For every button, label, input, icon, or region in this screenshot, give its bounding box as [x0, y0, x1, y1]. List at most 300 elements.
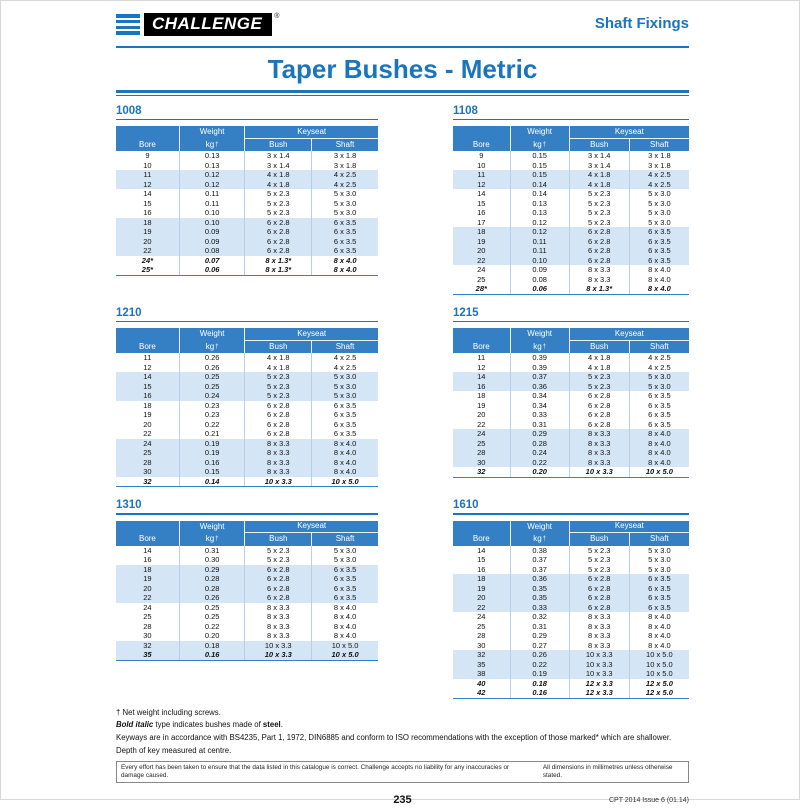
- shaft-cell: 10 x 5.0: [629, 669, 689, 679]
- bore-cell: 20: [143, 419, 152, 429]
- bush-cell: 6 x 2.8: [569, 227, 629, 237]
- table-row: [116, 227, 378, 237]
- table-label-rule: [116, 321, 378, 323]
- weight-cell: 0.09: [510, 265, 569, 275]
- table-header: [453, 521, 689, 546]
- bush-cell: 5 x 2.3: [569, 565, 629, 575]
- bush-cell: 8 x 3.3: [244, 448, 311, 458]
- table-row: [453, 199, 689, 209]
- header-weight: Weight: [510, 126, 569, 139]
- shaft-cell: 12 x 5.0: [629, 679, 689, 689]
- table-id: 1108: [453, 104, 478, 117]
- table-row: [453, 458, 689, 468]
- bush-cell: 10 x 3.3: [244, 650, 311, 660]
- header-weight: Weight: [179, 126, 245, 139]
- weight-cell: 0.36: [510, 382, 569, 392]
- note: Depth of key measured at centre.: [116, 745, 232, 755]
- header-spacer: [116, 521, 179, 534]
- bore-cell: 20: [143, 583, 152, 593]
- shaft-cell: 10 x 5.0: [629, 660, 689, 670]
- bore-cell: 24: [143, 602, 152, 612]
- header-bush: Bush: [244, 139, 311, 152]
- weight-cell: 0.31: [510, 420, 569, 430]
- shaft-cell: 6 x 3.5: [311, 429, 378, 439]
- shaft-cell: 6 x 3.5: [629, 256, 689, 266]
- table-row: [453, 612, 689, 622]
- bore-cell: 25: [477, 274, 486, 284]
- table-row: [116, 170, 378, 180]
- shaft-cell: 6 x 3.5: [629, 584, 689, 594]
- table-body: [116, 353, 378, 487]
- weight-cell: 0.28: [179, 584, 245, 594]
- bore-cell: 16: [143, 391, 152, 400]
- bush-table-section: [116, 307, 378, 488]
- table-row: [453, 448, 689, 458]
- shaft-cell: 6 x 3.5: [311, 218, 378, 228]
- weight-cell: 0.06: [510, 284, 569, 294]
- bore-cell: 30: [477, 457, 486, 467]
- bore-cell: 20: [477, 410, 486, 419]
- note: Keyways are in accordance with BS4235, Part 1, 1972, DIN6885 and conform to ISO recommendations with the exception of those marked* which are shallower.: [116, 732, 672, 742]
- weight-cell: 0.29: [510, 429, 569, 439]
- masthead: [116, 13, 689, 43]
- bore-cell: 16: [143, 208, 152, 217]
- bore-cell: 15: [477, 555, 486, 564]
- bore-cell: 22: [143, 593, 152, 602]
- bush-table-section: [116, 499, 378, 661]
- page-title: Taper Bushes - Metric: [267, 53, 538, 84]
- shaft-cell: 8 x 4.0: [311, 448, 378, 458]
- shaft-cell: 4 x 2.5: [311, 170, 378, 180]
- weight-cell: 0.22: [179, 420, 245, 430]
- shaft-cell: 3 x 1.8: [629, 151, 689, 161]
- bore-cell: 24: [477, 265, 486, 274]
- header-shaft: Shaft: [311, 533, 378, 546]
- bush-cell: 10 x 3.3: [569, 660, 629, 670]
- weight-cell: 0.16: [179, 650, 245, 660]
- table-row: [453, 382, 689, 392]
- table-row: [453, 265, 689, 275]
- bush-cell: 4 x 1.8: [244, 180, 311, 190]
- bore-cell: 22: [143, 429, 152, 438]
- table-row: [116, 420, 378, 430]
- page-footer: [116, 708, 689, 804]
- table-row: [116, 208, 378, 218]
- bush-cell: 10 x 3.3: [569, 650, 629, 660]
- bush-cell: 5 x 2.3: [569, 382, 629, 392]
- bore-cell: 35: [143, 650, 152, 659]
- bush-cell: 6 x 2.8: [244, 565, 311, 575]
- weight-cell: 0.22: [510, 458, 569, 468]
- bush-cell: 6 x 2.8: [244, 574, 311, 584]
- table-row: [116, 391, 378, 401]
- table-body: [453, 546, 689, 699]
- dagger-mark: †: [215, 343, 219, 350]
- table-id: 1610: [453, 499, 479, 511]
- bore-cell: 25: [143, 612, 152, 621]
- bush-cell: 8 x 3.3: [569, 275, 629, 285]
- bush-cell: 6 x 2.8: [569, 584, 629, 594]
- bush-cell: 6 x 2.8: [569, 574, 629, 584]
- bush-cell: 10 x 3.3: [569, 669, 629, 679]
- header-keyseat: Keyseat: [244, 126, 378, 139]
- table-row: [453, 246, 689, 256]
- shaft-cell: 8 x 4.0: [311, 439, 378, 449]
- bore-cell: 22: [143, 246, 152, 255]
- bush-cell: 3 x 1.4: [569, 161, 629, 171]
- header-spacer: [453, 521, 510, 534]
- header-bore: Bore: [138, 534, 156, 544]
- table-row: [453, 401, 689, 411]
- shaft-cell: 8 x 4.0: [629, 429, 689, 439]
- header-weight-unit: kg †: [510, 533, 569, 546]
- shaft-cell: 6 x 3.5: [311, 574, 378, 584]
- bore-cell: 16: [143, 555, 152, 564]
- bore-cell: 25: [143, 448, 152, 457]
- weight-cell: 0.10: [510, 256, 569, 266]
- table-row: [453, 574, 689, 584]
- table-row: [453, 546, 689, 556]
- shaft-cell: 4 x 2.5: [629, 363, 689, 373]
- table-row: [453, 256, 689, 266]
- header-weight: Weight: [179, 328, 245, 341]
- bore-cell: 18: [477, 227, 486, 236]
- weight-cell: 0.35: [510, 584, 569, 594]
- bush-cell: 6 x 2.8: [569, 256, 629, 266]
- bore-cell: 30: [477, 640, 486, 650]
- bore-cell: 19: [477, 236, 486, 246]
- table-row: [453, 218, 689, 228]
- table-row: [453, 631, 689, 641]
- weight-cell: 0.07: [179, 256, 245, 266]
- table-row: [453, 467, 689, 477]
- bore-cell: 16: [477, 208, 486, 217]
- shaft-cell: 8 x 4.0: [311, 612, 378, 622]
- table-header: [116, 328, 378, 353]
- bore-cell: 14: [143, 545, 152, 555]
- bore-cell: 30: [143, 467, 152, 476]
- shaft-cell: 5 x 3.0: [629, 208, 689, 218]
- table-label-rule: [453, 513, 689, 515]
- table-row: [453, 372, 689, 382]
- shaft-cell: 5 x 3.0: [629, 382, 689, 392]
- bush-cell: 8 x 3.3: [244, 458, 311, 468]
- bore-cell: 38: [477, 669, 486, 678]
- shaft-cell: 3 x 1.8: [311, 151, 378, 161]
- bore-cell: 11: [477, 170, 486, 179]
- note: † Net weight including screws.: [116, 707, 221, 717]
- header-shaft: Shaft: [629, 139, 689, 152]
- shaft-cell: 5 x 3.0: [629, 565, 689, 575]
- weight-cell: 0.39: [510, 363, 569, 373]
- brand-name: CHALLENGE: [144, 13, 272, 36]
- weight-cell: 0.24: [510, 448, 569, 458]
- shaft-cell: 6 x 3.5: [311, 227, 378, 237]
- shaft-cell: 8 x 4.0: [311, 631, 378, 641]
- bush-cell: 3 x 1.4: [244, 161, 311, 171]
- shaft-cell: 4 x 2.5: [311, 180, 378, 190]
- bush-cell: 5 x 2.3: [244, 382, 311, 392]
- shaft-cell: 8 x 4.0: [629, 275, 689, 285]
- shaft-cell: 6 x 3.5: [629, 410, 689, 420]
- bore-cell: 11: [143, 353, 152, 362]
- bore-cell: 28: [143, 621, 152, 631]
- shaft-cell: 8 x 4.0: [629, 439, 689, 449]
- weight-cell: 0.34: [510, 401, 569, 411]
- weight-cell: 0.19: [179, 439, 245, 449]
- bore-cell: 10: [477, 160, 486, 170]
- shaft-cell: 6 x 3.5: [311, 584, 378, 594]
- table-row: [453, 565, 689, 575]
- bush-cell: 8 x 3.3: [244, 603, 311, 613]
- table-row: [116, 448, 378, 458]
- weight-cell: 0.13: [510, 199, 569, 209]
- shaft-cell: 6 x 3.5: [629, 420, 689, 430]
- table-row: [116, 631, 378, 641]
- weight-cell: 0.08: [179, 246, 245, 256]
- table-header: [453, 126, 689, 151]
- header-shaft: Shaft: [629, 341, 689, 354]
- bush-cell: 12 x 3.3: [569, 679, 629, 689]
- challenge-logo: [116, 13, 279, 36]
- bore-cell: 32: [143, 476, 152, 486]
- table-row: [453, 363, 689, 373]
- bush-cell: 8 x 3.3: [569, 448, 629, 458]
- bush-table-section: [453, 499, 689, 699]
- weight-cell: 0.28: [510, 439, 569, 449]
- table-row: [116, 382, 378, 392]
- bore-cell: 14: [477, 189, 486, 198]
- bore-cell: 19: [477, 583, 486, 593]
- page-foot: [116, 790, 689, 804]
- header-spacer: [116, 126, 179, 139]
- weight-cell: 0.37: [510, 372, 569, 382]
- bush-cell: 5 x 2.3: [569, 546, 629, 556]
- shaft-cell: 8 x 4.0: [629, 622, 689, 632]
- bore-cell: 32: [477, 467, 486, 476]
- weight-cell: 0.37: [510, 565, 569, 575]
- bush-cell: 12 x 3.3: [569, 688, 629, 698]
- table-row: [453, 622, 689, 632]
- table-row: [453, 161, 689, 171]
- bore-cell: 18: [477, 391, 486, 400]
- header-bore: Bore: [472, 534, 490, 544]
- shaft-cell: 10 x 5.0: [311, 477, 378, 487]
- weight-cell: 0.39: [510, 353, 569, 363]
- bush-cell: 8 x 3.3: [569, 631, 629, 641]
- weight-cell: 0.10: [179, 218, 245, 228]
- dimensions-note: All dimensions in millimetres unless otherwise stated.: [542, 764, 673, 780]
- table-row: [453, 603, 689, 613]
- weight-cell: 0.30: [179, 555, 245, 565]
- header-spacer: [116, 328, 179, 341]
- bush-cell: 3 x 1.4: [244, 151, 311, 161]
- bush-cell: 8 x 3.3: [569, 622, 629, 632]
- bush-cell: 10 x 3.3: [569, 467, 629, 477]
- table-row: [116, 189, 378, 199]
- bore-cell: 20: [477, 593, 486, 602]
- bush-cell: 6 x 2.8: [244, 218, 311, 228]
- shaft-cell: 8 x 4.0: [311, 265, 378, 275]
- table-row: [116, 218, 378, 228]
- table-row: [116, 574, 378, 584]
- table-body: [453, 151, 689, 295]
- bore-cell: 9: [479, 151, 484, 160]
- weight-cell: 0.11: [510, 237, 569, 247]
- shaft-cell: 8 x 4.0: [629, 448, 689, 458]
- bush-cell: 8 x 3.3: [569, 265, 629, 275]
- notes: [116, 708, 689, 756]
- bore-cell: 35: [477, 659, 486, 669]
- table-id: 1210: [116, 306, 142, 319]
- shaft-cell: 6 x 3.5: [311, 246, 378, 256]
- bore-cell: 24: [477, 612, 486, 621]
- table-body: [116, 546, 378, 661]
- table-row: [453, 189, 689, 199]
- table-row: [453, 284, 689, 294]
- bore-cell: 42: [477, 688, 486, 697]
- bush-cell: 6 x 2.8: [569, 246, 629, 256]
- table-row: [116, 612, 378, 622]
- table-row: [116, 410, 378, 420]
- bore-cell: 14: [477, 545, 486, 555]
- shaft-cell: 10 x 5.0: [629, 467, 689, 477]
- weight-cell: 0.14: [510, 180, 569, 190]
- table-row: [116, 622, 378, 632]
- weight-cell: 0.15: [510, 161, 569, 171]
- weight-cell: 0.06: [179, 265, 245, 275]
- bore-cell: 18: [143, 217, 152, 227]
- table-row: [116, 372, 378, 382]
- bore-cell: 19: [143, 574, 152, 583]
- bore-cell: 12: [477, 362, 486, 372]
- header-bore: Bore: [472, 341, 490, 351]
- bore-cell: 16: [477, 381, 486, 391]
- weight-cell: 0.25: [179, 612, 245, 622]
- bush-cell: 5 x 2.3: [244, 189, 311, 199]
- table-row: [116, 555, 378, 565]
- bore-cell: 10: [143, 160, 152, 170]
- bore-cell: 19: [143, 410, 152, 419]
- tables-grid: [116, 105, 689, 699]
- bush-cell: 4 x 1.8: [569, 180, 629, 190]
- table-row: [453, 275, 689, 285]
- bush-cell: 4 x 1.8: [244, 363, 311, 373]
- weight-cell: 0.20: [510, 467, 569, 477]
- bore-cell: 30: [143, 631, 152, 640]
- weight-cell: 0.15: [179, 467, 245, 477]
- bore-cell: 18: [477, 574, 486, 583]
- weight-cell: 0.12: [179, 170, 245, 180]
- weight-cell: 0.29: [510, 631, 569, 641]
- bore-cell: 9: [145, 151, 150, 160]
- weight-cell: 0.22: [510, 660, 569, 670]
- bush-cell: 3 x 1.4: [569, 151, 629, 161]
- shaft-cell: 6 x 3.5: [629, 391, 689, 401]
- bush-cell: 8 x 3.3: [244, 612, 311, 622]
- shaft-cell: 5 x 3.0: [311, 189, 378, 199]
- shaft-cell: 6 x 3.5: [629, 593, 689, 603]
- bore-cell: 14: [143, 372, 152, 381]
- table-row: [453, 391, 689, 401]
- dagger-mark: †: [542, 343, 547, 350]
- table-row: [453, 208, 689, 218]
- bore-cell: 25: [477, 621, 486, 631]
- weight-cell: 0.16: [179, 458, 245, 468]
- shaft-cell: 5 x 3.0: [629, 372, 689, 382]
- table-row: [116, 650, 378, 660]
- disclaimer-box: [116, 761, 689, 782]
- weight-cell: 0.19: [179, 448, 245, 458]
- bore-cell: 18: [143, 400, 152, 410]
- header-keyseat: Keyseat: [244, 328, 378, 341]
- challenge-logo-icon: [116, 14, 140, 35]
- weight-cell: 0.09: [179, 227, 245, 237]
- bush-cell: 6 x 2.8: [569, 593, 629, 603]
- bush-cell: 6 x 2.8: [244, 593, 311, 603]
- shaft-cell: 6 x 3.5: [311, 410, 378, 420]
- table-label-rule: [453, 321, 689, 323]
- bush-cell: 5 x 2.3: [244, 391, 311, 401]
- bush-cell: 8 x 3.3: [569, 641, 629, 651]
- bush-cell: 6 x 2.8: [569, 391, 629, 401]
- bush-cell: 8 x 3.3: [244, 439, 311, 449]
- bush-cell: 5 x 2.3: [569, 555, 629, 565]
- weight-cell: 0.34: [510, 391, 569, 401]
- bush-cell: 5 x 2.3: [569, 199, 629, 209]
- bore-cell: 18: [143, 564, 152, 574]
- bore-cell: 19: [477, 400, 486, 410]
- note: Bold italic type indicates bushes made of steel.: [116, 720, 283, 730]
- bush-cell: 8 x 3.3: [569, 458, 629, 468]
- header-keyseat: Keyseat: [569, 126, 689, 139]
- shaft-cell: 10 x 5.0: [311, 650, 378, 660]
- weight-cell: 0.08: [510, 275, 569, 285]
- bush-cell: 4 x 1.8: [569, 170, 629, 180]
- shaft-cell: 6 x 3.5: [311, 237, 378, 247]
- bore-cell: 24*: [141, 255, 154, 265]
- issue-reference: CPT 2014 Issue 6 (01.14): [608, 796, 689, 804]
- bore-cell: 14: [477, 372, 486, 381]
- header-shaft: Shaft: [311, 139, 378, 152]
- header-bore: Bore: [472, 139, 490, 149]
- bush-cell: 6 x 2.8: [569, 420, 629, 430]
- header-bore: Bore: [138, 341, 156, 351]
- weight-cell: 0.28: [179, 574, 245, 584]
- bush-cell: 6 x 2.8: [244, 429, 311, 439]
- table-label-rule: [116, 119, 378, 121]
- header-bore: Bore: [138, 139, 156, 149]
- table-id: 1215: [453, 306, 479, 319]
- bore-cell: 11: [477, 353, 486, 362]
- table-body: [116, 151, 378, 276]
- shaft-cell: 4 x 2.5: [311, 363, 378, 373]
- bush-cell: 6 x 2.8: [569, 603, 629, 613]
- shaft-cell: 6 x 3.5: [629, 227, 689, 237]
- table-row: [116, 180, 378, 190]
- weight-cell: 0.12: [179, 180, 245, 190]
- weight-cell: 0.35: [510, 593, 569, 603]
- table-body: [453, 353, 689, 478]
- bore-cell: 12: [143, 179, 152, 189]
- weight-cell: 0.26: [179, 353, 245, 363]
- bush-cell: 8 x 3.3: [569, 439, 629, 449]
- bore-cell: 22: [477, 255, 486, 265]
- bush-cell: 5 x 2.3: [569, 189, 629, 199]
- table-row: [116, 199, 378, 209]
- weight-cell: 0.12: [510, 227, 569, 237]
- header-weight: Weight: [179, 521, 245, 534]
